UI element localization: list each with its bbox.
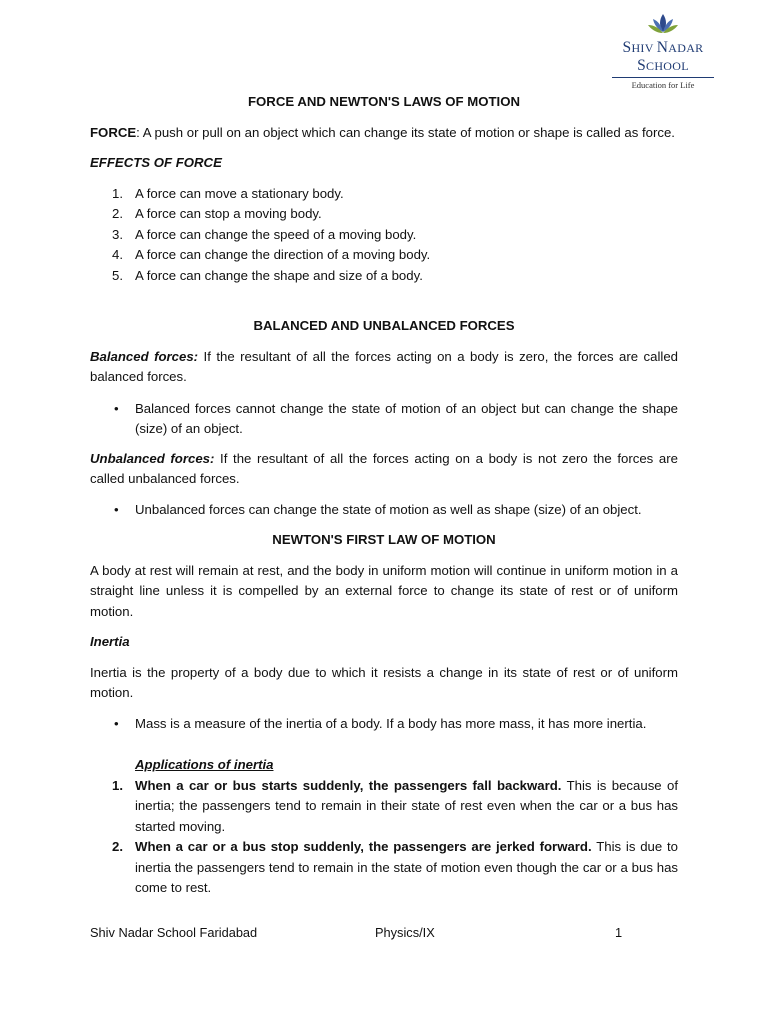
lotus-icon [646, 12, 680, 38]
school-logo [604, 12, 722, 90]
document-body [90, 92, 678, 899]
first-law-heading: NEWTON'S FIRST LAW OF MOTION [272, 532, 496, 547]
list-item: 2. When a car or a bus stop suddenly, the passengers are jerked forward. This is due to inertia the passengers tend to remain in the state of motion even though the car or a bus has come to rest. [112, 839, 678, 895]
balanced-section-heading: BALANCED AND UNBALANCED FORCES [253, 318, 515, 333]
footer-subject: Physics/IX [375, 925, 435, 940]
inertia-heading: Inertia [90, 634, 130, 649]
page-title: FORCE AND NEWTON'S LAWS OF MOTION [247, 94, 520, 109]
logo-rule [612, 77, 714, 78]
balanced-definition: Balanced forces: If the resultant of all the forces acting on a body is zero, the forces are called balanced forces. [90, 348, 678, 384]
unbalanced-bullets [90, 500, 678, 521]
logo-tagline: Education for Life [631, 80, 695, 90]
unbalanced-definition: Unbalanced forces: If the resultant of all the forces acting on a body is not zero the forces are called unbalanced forces. [90, 450, 678, 486]
inertia-bullets [90, 714, 678, 735]
applications-heading: Applications of inertia [135, 757, 274, 772]
inertia-text: Inertia is the property of a body due to which it resists a change in its state of rest or of uniform motion. [90, 664, 678, 700]
effects-list [90, 184, 678, 287]
list-item: 1. When a car or bus starts suddenly, the passengers fall backward. This is because of inertia; the passengers tend to remain in their state of rest even when the car or a bus has started moving. [112, 777, 678, 834]
page-footer [90, 925, 678, 945]
list-item: • Balanced forces cannot change the state of motion of an object but can change the shape (size) of an object. [114, 400, 678, 436]
effects-heading: EFFECTS OF FORCE [90, 155, 222, 170]
list-item: 4. A force can change the direction of a moving body. [112, 247, 431, 262]
list-item: 5. A force can change the shape and size of a body. [112, 267, 423, 283]
first-law-text: A body at rest will remain at rest, and the body in uniform motion will continue in uniform motion in a straight line unless it is compelled by an external force to change its state of rest or of uniform motion. [90, 562, 678, 619]
list-item: • Unbalanced forces can change the state of motion as well as shape (size) of an object. [114, 501, 642, 517]
list-item: 2. A force can stop a moving body. [112, 206, 322, 221]
list-item: • Mass is a measure of the inertia of a body. If a body has more mass, it has more inertia. [114, 715, 647, 731]
list-item: 3. A force can change the speed of a moving body. [112, 226, 417, 242]
list-item: 1. A force can move a stationary body. [112, 185, 344, 201]
balanced-bullets [90, 399, 678, 440]
force-definition: FORCE: A push or pull on an object which can change its state of motion or shape is called as force. [90, 124, 675, 140]
footer-school: Shiv Nadar School Faridabad [90, 925, 258, 940]
applications-list [90, 776, 678, 899]
footer-page-number: 1 [615, 925, 623, 940]
logo-school-name: SHIV NADAR SCHOOL [622, 39, 704, 74]
